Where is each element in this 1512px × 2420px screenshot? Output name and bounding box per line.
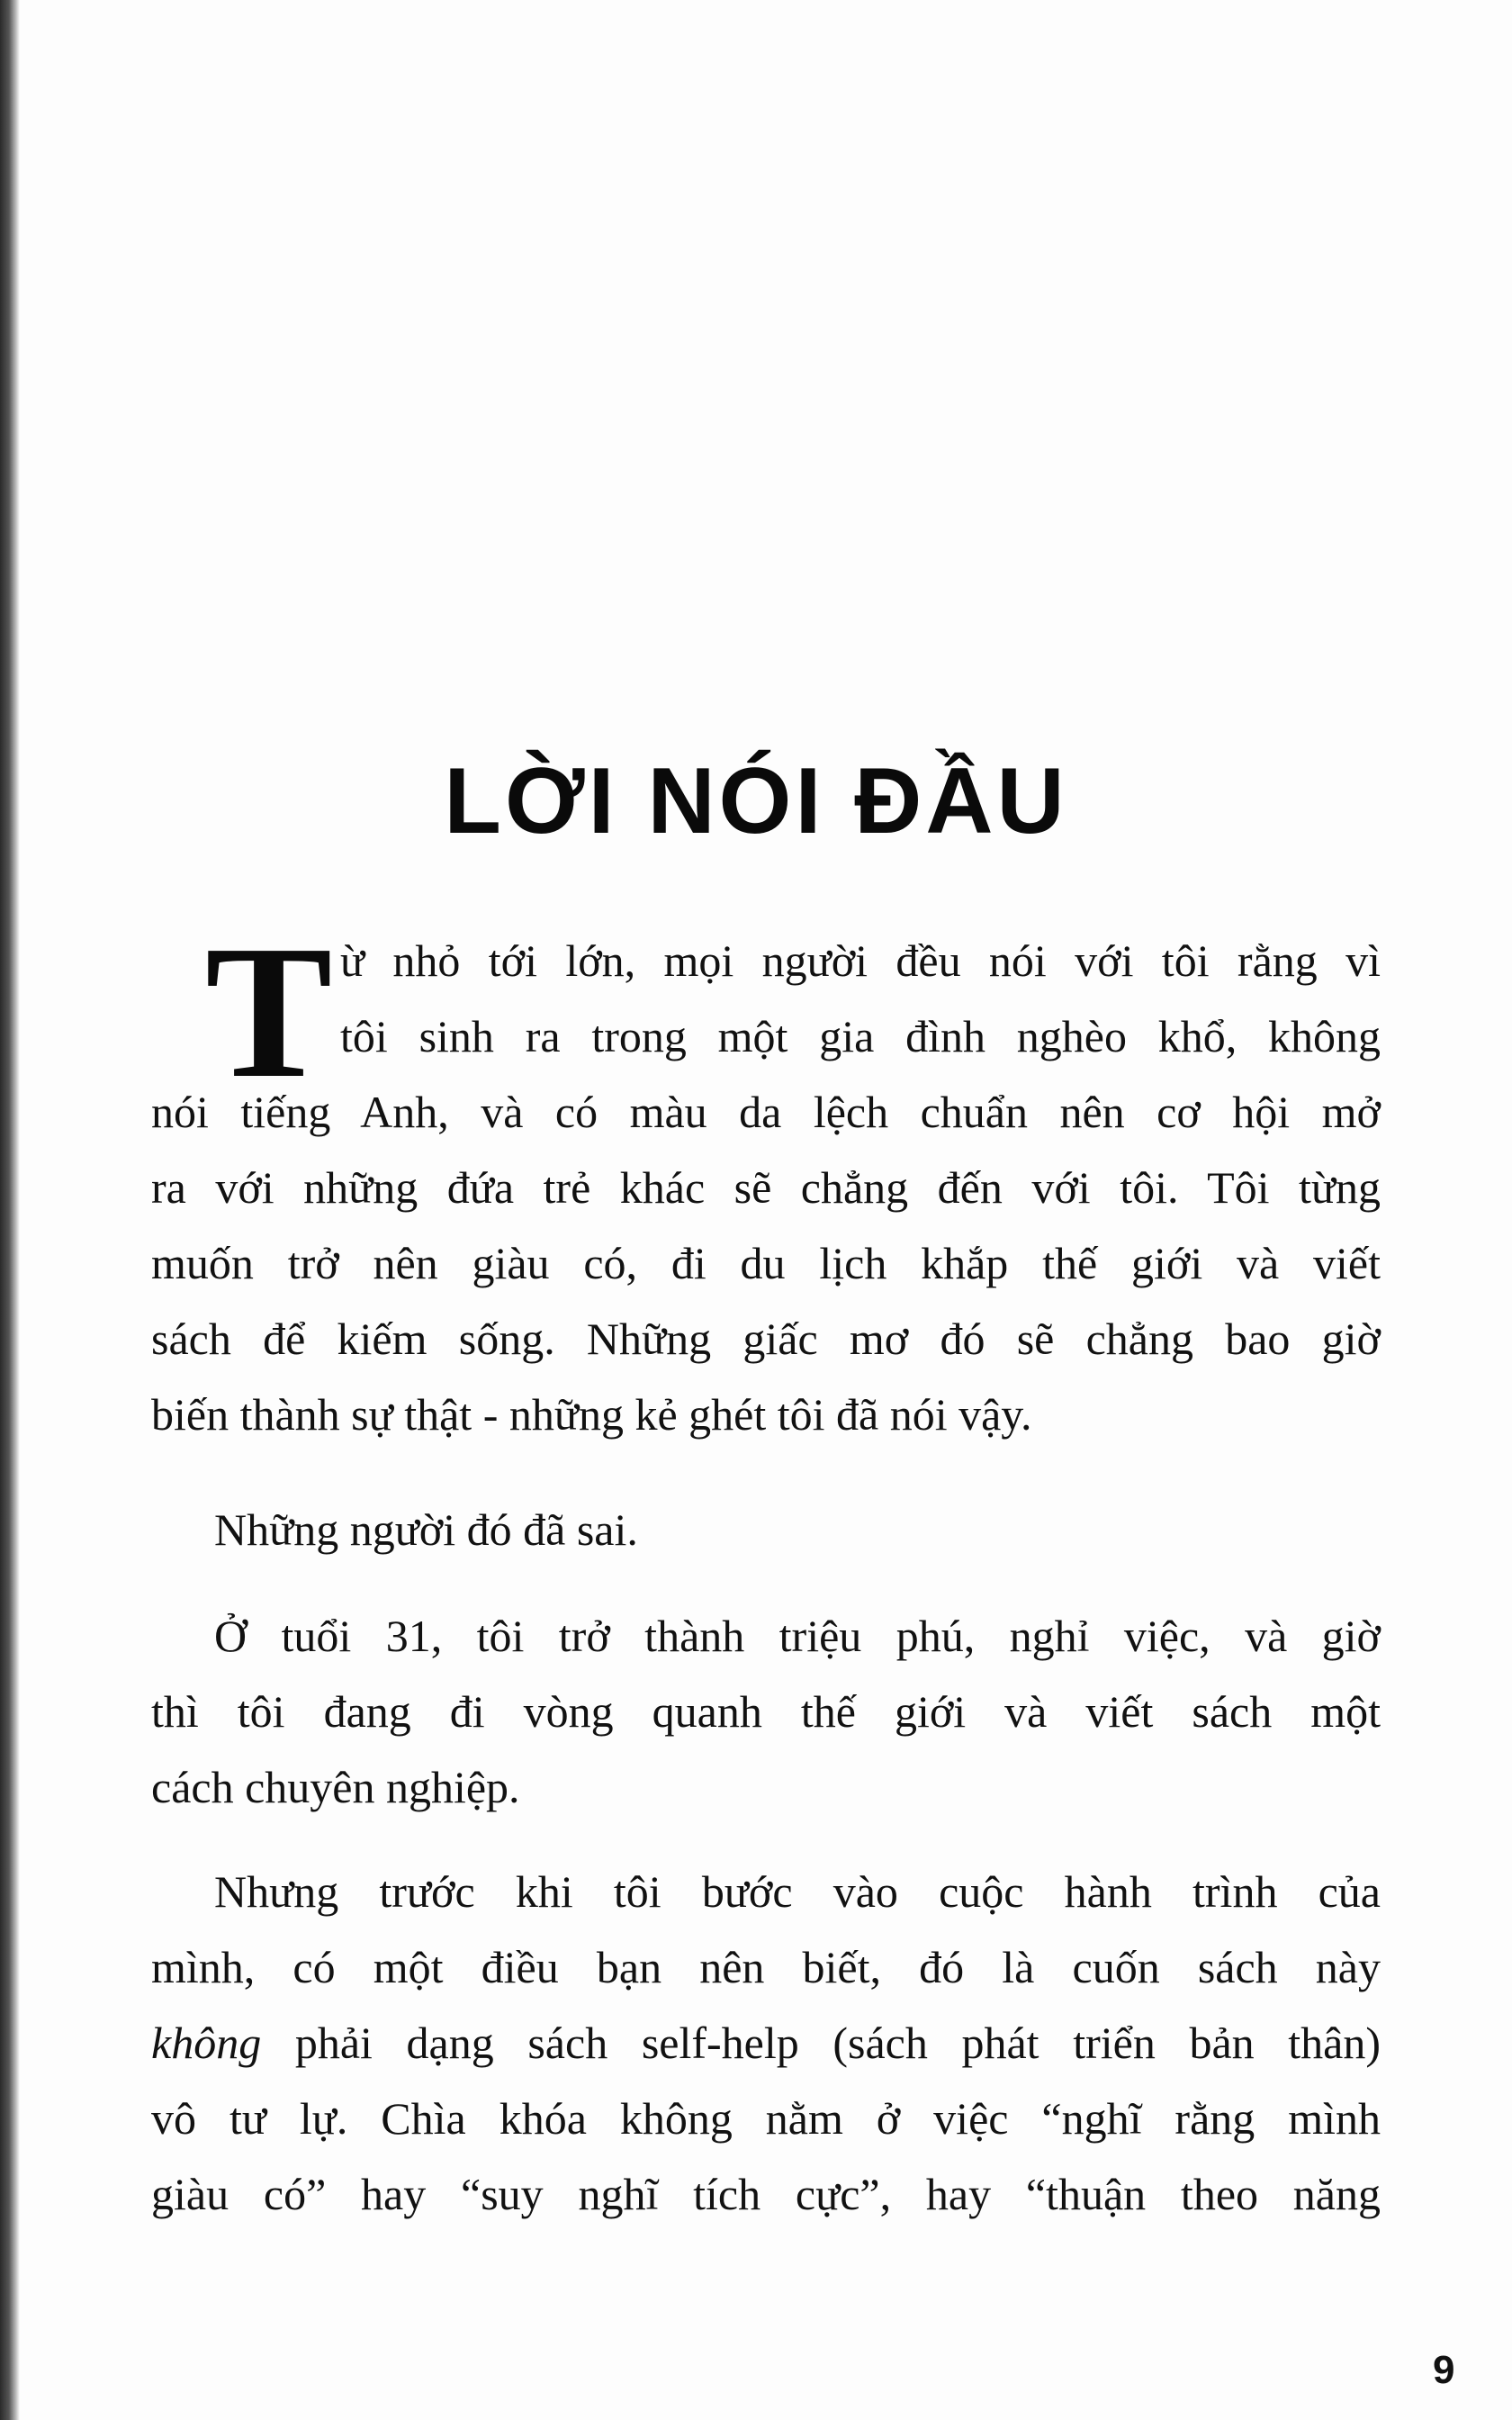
text-line: sách để kiếm sống. Những giấc mơ đó sẽ chẳng bao giờ	[151, 1314, 1381, 1364]
text-line: vô tư lự. Chìa khóa không nằm ở việc “nghĩ rằng mình	[151, 2093, 1381, 2144]
chapter-title: LỜI NÓI ĐẦU	[444, 748, 1068, 853]
drop-cap: T	[205, 906, 333, 1117]
text-line: tôi sinh ra trong một gia đình nghèo khổ, không	[340, 1011, 1381, 1061]
text-line: giàu có” hay “suy nghĩ tích cực”, hay “thuận theo năng	[151, 2169, 1381, 2219]
text-line: mình, có một điều bạn nên biết, đó là cuốn sách này	[151, 1942, 1381, 1992]
text-line: Ở tuổi 31, tôi trở thành triệu phú, nghỉ việc, và giờ	[214, 1611, 1381, 1661]
page-number: 9	[1433, 2348, 1455, 2392]
text-line: thì tôi đang đi vòng quanh thế giới và viết sách một	[151, 1686, 1381, 1737]
text-line: nói tiếng Anh, và có màu da lệch chuẩn nên cơ hội mở	[151, 1087, 1381, 1137]
scan-edge-shadow	[0, 0, 20, 2420]
text-line: Nhưng trước khi tôi bước vào cuộc hành trình của	[214, 1866, 1381, 1917]
text-line: ừ nhỏ tới lớn, mọi người đều nói với tôi rằng vì	[340, 935, 1381, 986]
text-line: Những người đó đã sai.	[214, 1504, 638, 1555]
text-line-rest: phải dạng sách self-help (sách phát triển bản thân)	[294, 2018, 1381, 2068]
text-line: cách chuyên nghiệp.	[151, 1762, 520, 1812]
emphasized-word: không	[151, 2018, 262, 2068]
text-line	[151, 2011, 1381, 2074]
text-line: ra với những đứa trẻ khác sẽ chẳng đến với tôi. Tôi từng	[151, 1162, 1381, 1213]
text-line: biến thành sự thật - những kẻ ghét tôi đã nói vậy.	[151, 1389, 1032, 1440]
text-line: muốn trở nên giàu có, đi du lịch khắp thế giới và viết	[151, 1238, 1381, 1288]
